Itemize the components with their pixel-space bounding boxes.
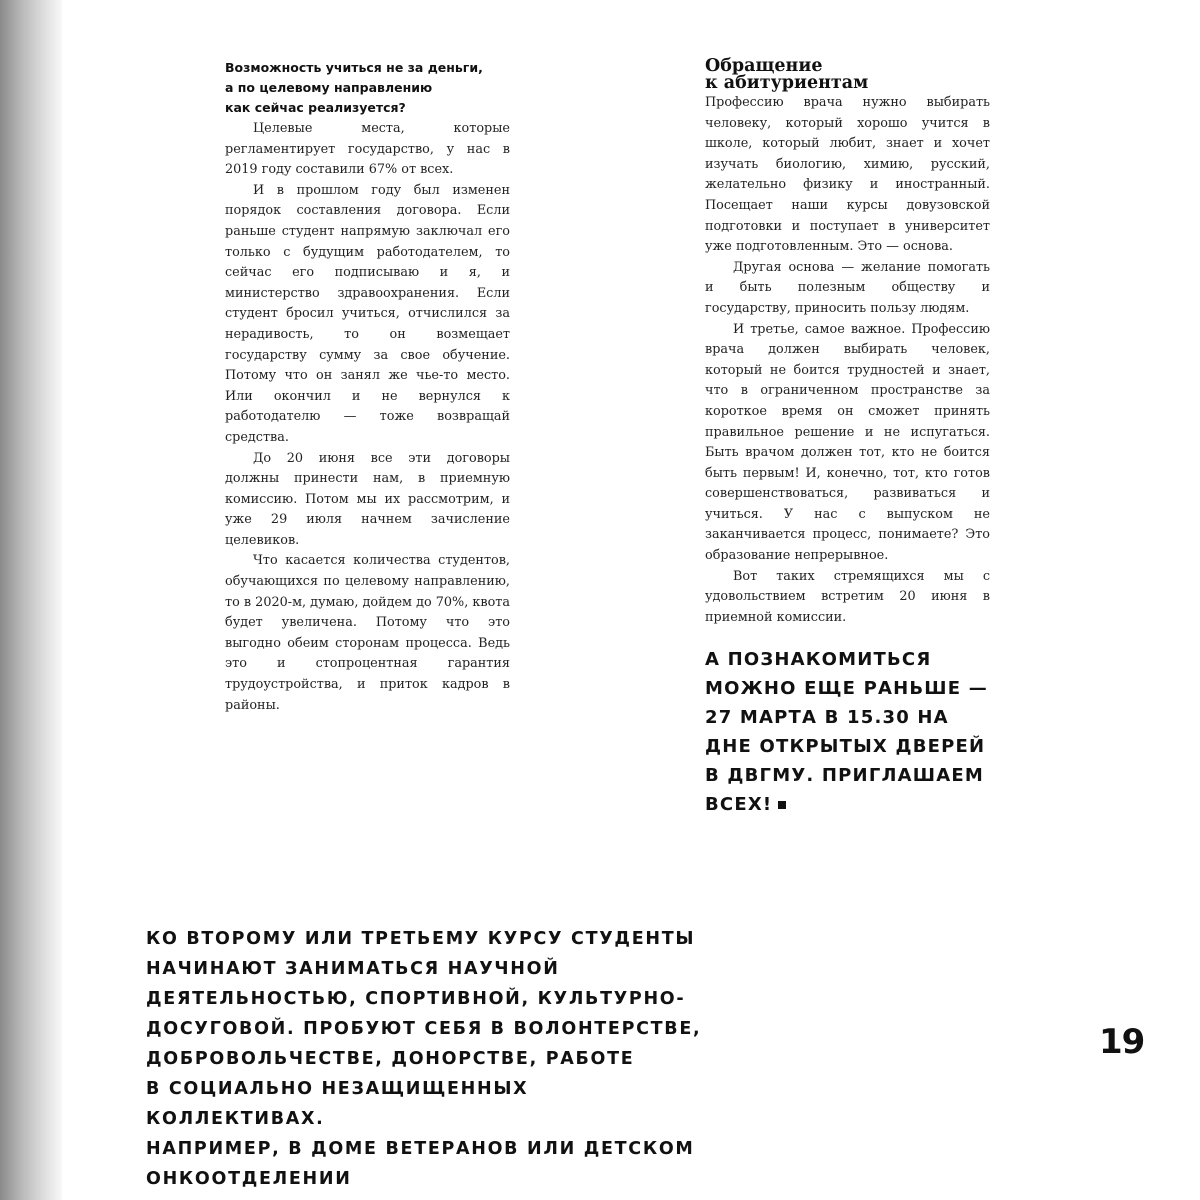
page-number: 19 <box>1099 1022 1145 1062</box>
interview-left-column <box>225 58 510 716</box>
interview-right-column <box>705 58 990 628</box>
pull-quote: КО ВТОРОМУ ИЛИ ТРЕТЬЕМУ КУРСУ СТУДЕНТЫ НАЧИНАЮТ ЗАНИМАТЬСЯ НАУЧНОЙ ДЕЯТЕЛЬНОСТЬЮ, СПОРТИВНОЙ, КУЛЬТУРНО- ДОСУГОВОЙ. ПРОБУЮТ СЕБЯ В ВОЛОНТЕРСТВЕ, ДОБРОВОЛЬЧЕСТВЕ, ДОНОРСТВЕ, РАБОТЕ В СОЦИАЛЬНО НЕЗАЩИЩЕННЫХ КОЛЛЕКТИВАХ. НАПРИМЕР, В ДОМЕ ВЕТЕРАНОВ ИЛИ ДЕТСКОМ ОНКООТДЕЛЕНИИ <box>146 929 702 1189</box>
open-day-invitation <box>705 645 1005 819</box>
paragraph: Другая основа — желание помогать и быть полезным обществу и государству, приносить пользу людям. <box>705 259 990 316</box>
end-mark-icon <box>778 801 786 809</box>
paragraph: Целевые места, которые регламентирует государство, у нас в 2019 году составили 67% от всех. <box>225 121 510 178</box>
interview-question: Возможность учиться не за деньги, а по целевому направлению как сейчас реализуется? <box>225 60 483 115</box>
paragraph: Что касается количества студентов, обучающихся по целевому направлению, то в 2020-м, думаю, дойдем до 70%, квота будет увеличена. Потому что это выгодно обеим сторонам процесса. Ведь это и стопроцентная гарантия трудоустройства, и приток кадров в районы. <box>225 553 510 713</box>
paragraph: Вот таких стремящихся мы с удовольствием встретим 20 июня в приемной комиссии. <box>705 568 990 625</box>
paragraph: До 20 июня все эти договоры должны принести нам, в приемную комиссию. Потом мы их рассмотрим, и уже 29 июля начнем зачисление целевиков. <box>225 450 510 548</box>
page-gutter-shadow <box>0 0 62 1200</box>
section-heading: Обращение к абитуриентам <box>705 56 869 93</box>
paragraph: Профессию врача нужно выбирать человеку, который хорошо учится в школе, который любит, знает и хочет изучать биологию, химию, русский, желательно физику и иностранный. Посещает наши курсы довузовской подготовки и поступает в университет уже подготовленным. Это — основа. <box>705 95 990 255</box>
paragraph: И в прошлом году был изменен порядок составления договора. Если раньше студент напрямую заключал его только с будущим работодателем, то сейчас его подписываю и я, и министерство здравоохранения. Если студент бросил учиться, отчислился за нерадивость, то он возмещает государству сумму за свое обучение. Потому что он занял же чье-то место. Или окончил и не вернулся к работодателю — тоже возвращай средства. <box>225 182 510 445</box>
paragraph: И третье, самое важное. Профессию врача должен выбирать человек, который не боится трудностей и знает, что в ограниченном пространстве за короткое время он сможет принять правильное решение и не испугаться. Быть врачом должен тот, кто не боится быть первым! И, конечно, тот, кто готов совершенствоваться, развиваться и учиться. У нас с выпуском не заканчивается процесс, понимаете? Это образование непрерывное. <box>705 321 990 564</box>
invitation-text: А ПОЗНАКОМИТЬСЯ МОЖНО ЕЩЕ РАНЬШЕ — 27 МАРТА В 15.30 НА ДНЕ ОТКРЫТЫХ ДВЕРЕЙ В ДВГМУ. ПРИГЛАШАЕМ ВСЕХ! <box>705 649 988 815</box>
